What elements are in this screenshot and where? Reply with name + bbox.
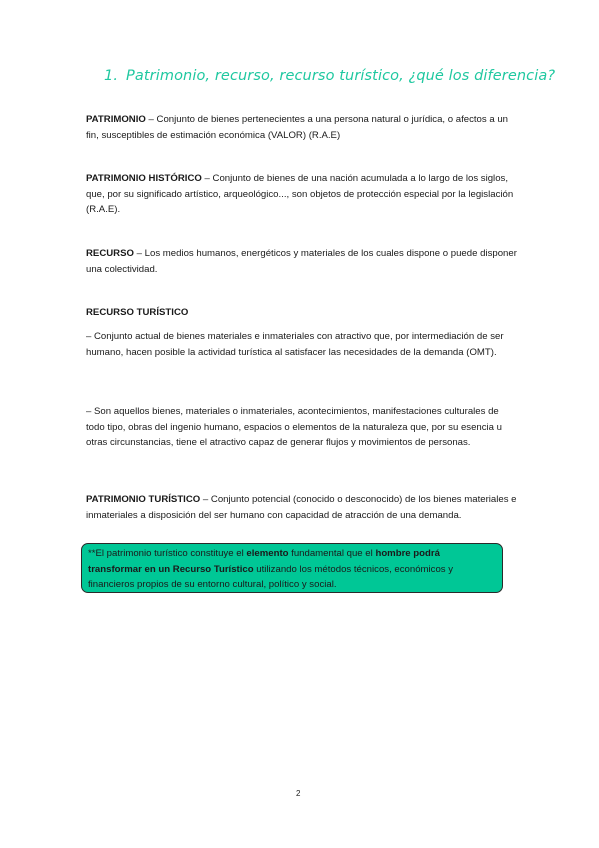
definition-recurso — [86, 246, 518, 277]
definition-patrimonio-turistico — [86, 492, 518, 523]
text-patrimonio: – Conjunto de bienes pertenecientes a una persona natural o jurídica, o afectos a un fin, susceptibles de estimación económica (VALOR) (R.A.E) — [86, 114, 509, 141]
heading-number: 1. — [104, 68, 119, 84]
recurso-turistico-definition-1: – Conjunto actual de bienes materiales e inmateriales con atractivo que, por intermediación de ser humano, hacen posible la actividad turística al satisfacer las necesidades de la demanda (OMT). — [86, 331, 504, 358]
text-patrimonio-turistico: – Conjunto potencial (conocido o desconocido) de los bienes materiales e inmateriales a disposición del ser humano con capacidad de atracción de una demanda. — [86, 494, 517, 521]
note-part-2: fundamental que el — [288, 548, 376, 559]
term-recurso: RECURSO — [86, 248, 134, 259]
note-bold-1: elemento — [246, 548, 289, 559]
note-part-3: utilizando los métodos técnicos, económicos y financieros propios de su entorno cultural, político y social. — [88, 563, 454, 590]
definition-patrimonio — [86, 112, 518, 143]
text-recurso: – Los medios humanos, energéticos y materiales de los cuales dispone o puede disponer una colectividad. — [86, 248, 517, 275]
term-patrimonio-historico: PATRIMONIO HISTÓRICO — [86, 173, 202, 184]
heading-text: Patrimonio, recurso, recurso turístico, ¿qué los diferencia? — [126, 68, 556, 84]
note-bold-2: hombre podrá transformar en un Recurso Turístico — [88, 548, 440, 575]
definition-patrimonio-historico — [86, 171, 518, 218]
page-number: 2 — [296, 789, 301, 798]
term-patrimonio-turistico: PATRIMONIO TURÍSTICO — [86, 494, 201, 505]
text-patrimonio-historico: – Conjunto de bienes de una nación acumulada a lo largo de los siglos, que, por su significado artístico, arqueológico..., son objetos de protección especial por la legislación (R.A.E). — [86, 173, 514, 215]
highlight-note-box — [81, 543, 503, 593]
recurso-turistico-definition-2: – Son aquellos bienes, materiales o inmateriales, acontecimientos, manifestaciones culturales de todo tipo, obras del ingenio humano, espacios o elementos de la naturaleza que, por su esencia u otras circunstancias, tiene el atractivo capaz de generar flujos y movimientos de personas. — [86, 406, 503, 448]
term-recurso-turistico: RECURSO TURÍSTICO — [86, 307, 189, 318]
note-part-1: **El patrimonio turístico constituye el — [88, 548, 247, 559]
section-heading — [104, 68, 556, 84]
definition-recurso-turistico-title — [86, 305, 518, 321]
term-patrimonio: PATRIMONIO — [86, 114, 146, 125]
